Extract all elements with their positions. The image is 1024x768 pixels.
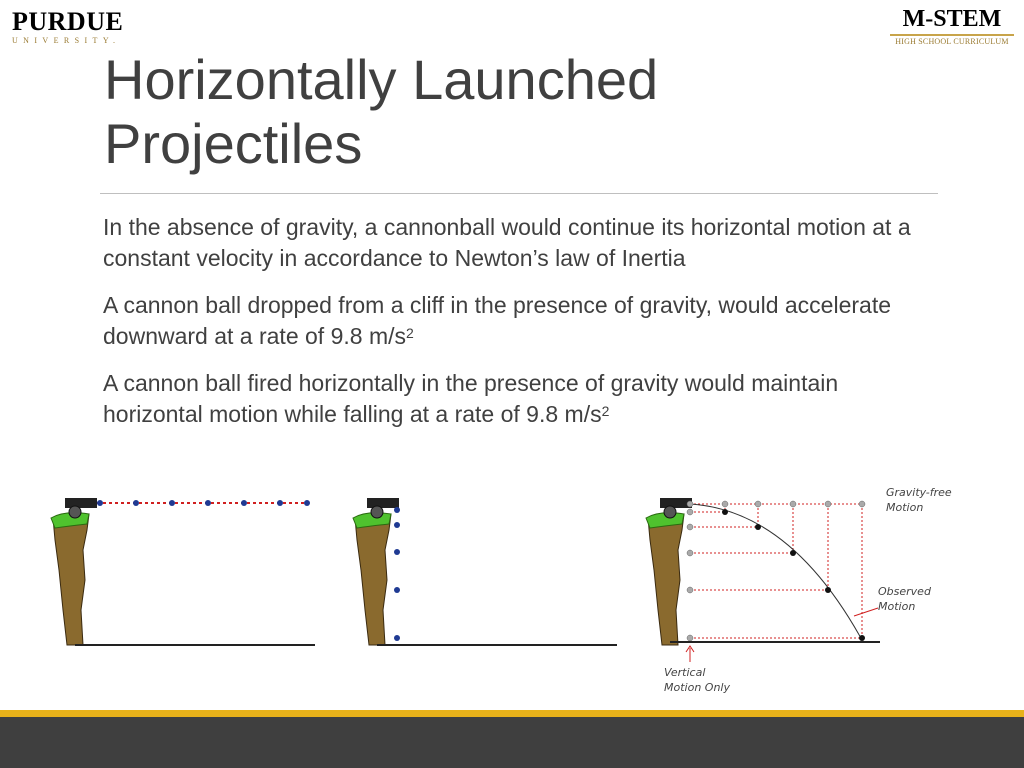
grid-lines xyxy=(690,504,865,638)
observed-label-line1: Observed xyxy=(878,585,931,598)
mstem-logo-bar xyxy=(890,34,1014,36)
slide-title xyxy=(104,48,824,176)
paragraph-inertia xyxy=(103,212,923,274)
cliff-icon xyxy=(51,513,89,645)
vertical-label-line1: Vertical xyxy=(664,666,706,679)
observed-arrow xyxy=(854,608,878,616)
purdue-logo-text: PURDUE xyxy=(12,7,124,36)
paragraph-inertia-text: In the absence of gravity, a cannonball would continue its horizontal motion at a constant velocity in accordance to Newton’s law of Inertia xyxy=(103,214,911,271)
title-line-2: Projectiles xyxy=(104,112,363,175)
purdue-logo-subtext: UNIVERSITY. xyxy=(12,36,121,45)
mstem-logo xyxy=(890,6,1014,46)
footer-accent-bar xyxy=(0,710,1024,717)
purdue-logo xyxy=(12,8,142,48)
gravity-free-label-line1: Gravity-free xyxy=(886,486,952,499)
paragraph-fired-text: A cannon ball fired horizontally in the presence of gravity would maintain horizontal motion while falling at a rate of 9.8 m/s xyxy=(103,370,839,427)
paragraph-dropped xyxy=(103,290,923,352)
footer-bar xyxy=(0,717,1024,768)
vertical-motion-label xyxy=(664,665,730,695)
gravity-free-label-line2: Motion xyxy=(886,501,924,514)
dropped-figure xyxy=(347,490,622,650)
vertical-label-line2: Motion Only xyxy=(664,681,730,694)
mstem-logo-text: M-STEM xyxy=(902,6,1002,32)
cliff-icon xyxy=(646,513,684,645)
cliff-icon xyxy=(353,513,391,645)
paragraph-dropped-text: A cannon ball dropped from a cliff in the presence of gravity, would accelerate downward at a rate of 9.8 m/s xyxy=(103,292,891,349)
falling-dots xyxy=(394,507,400,641)
slide-body xyxy=(103,212,923,446)
reference-dots xyxy=(687,501,865,641)
paragraph-dropped-sup: 2 xyxy=(406,325,414,341)
observed-label-line2: Motion xyxy=(878,600,916,613)
gravity-free-figure xyxy=(45,490,320,650)
mstem-logo-subtext: HIGH SCHOOL CURRICULUM xyxy=(895,37,1009,46)
title-line-1: Horizontally Launched xyxy=(104,48,659,111)
paragraph-fired-sup: 2 xyxy=(601,403,610,419)
observed-motion-label xyxy=(878,584,931,614)
gravity-free-label xyxy=(886,485,952,515)
title-divider xyxy=(100,193,938,194)
paragraph-fired xyxy=(103,368,923,430)
parabola-path xyxy=(690,504,862,640)
